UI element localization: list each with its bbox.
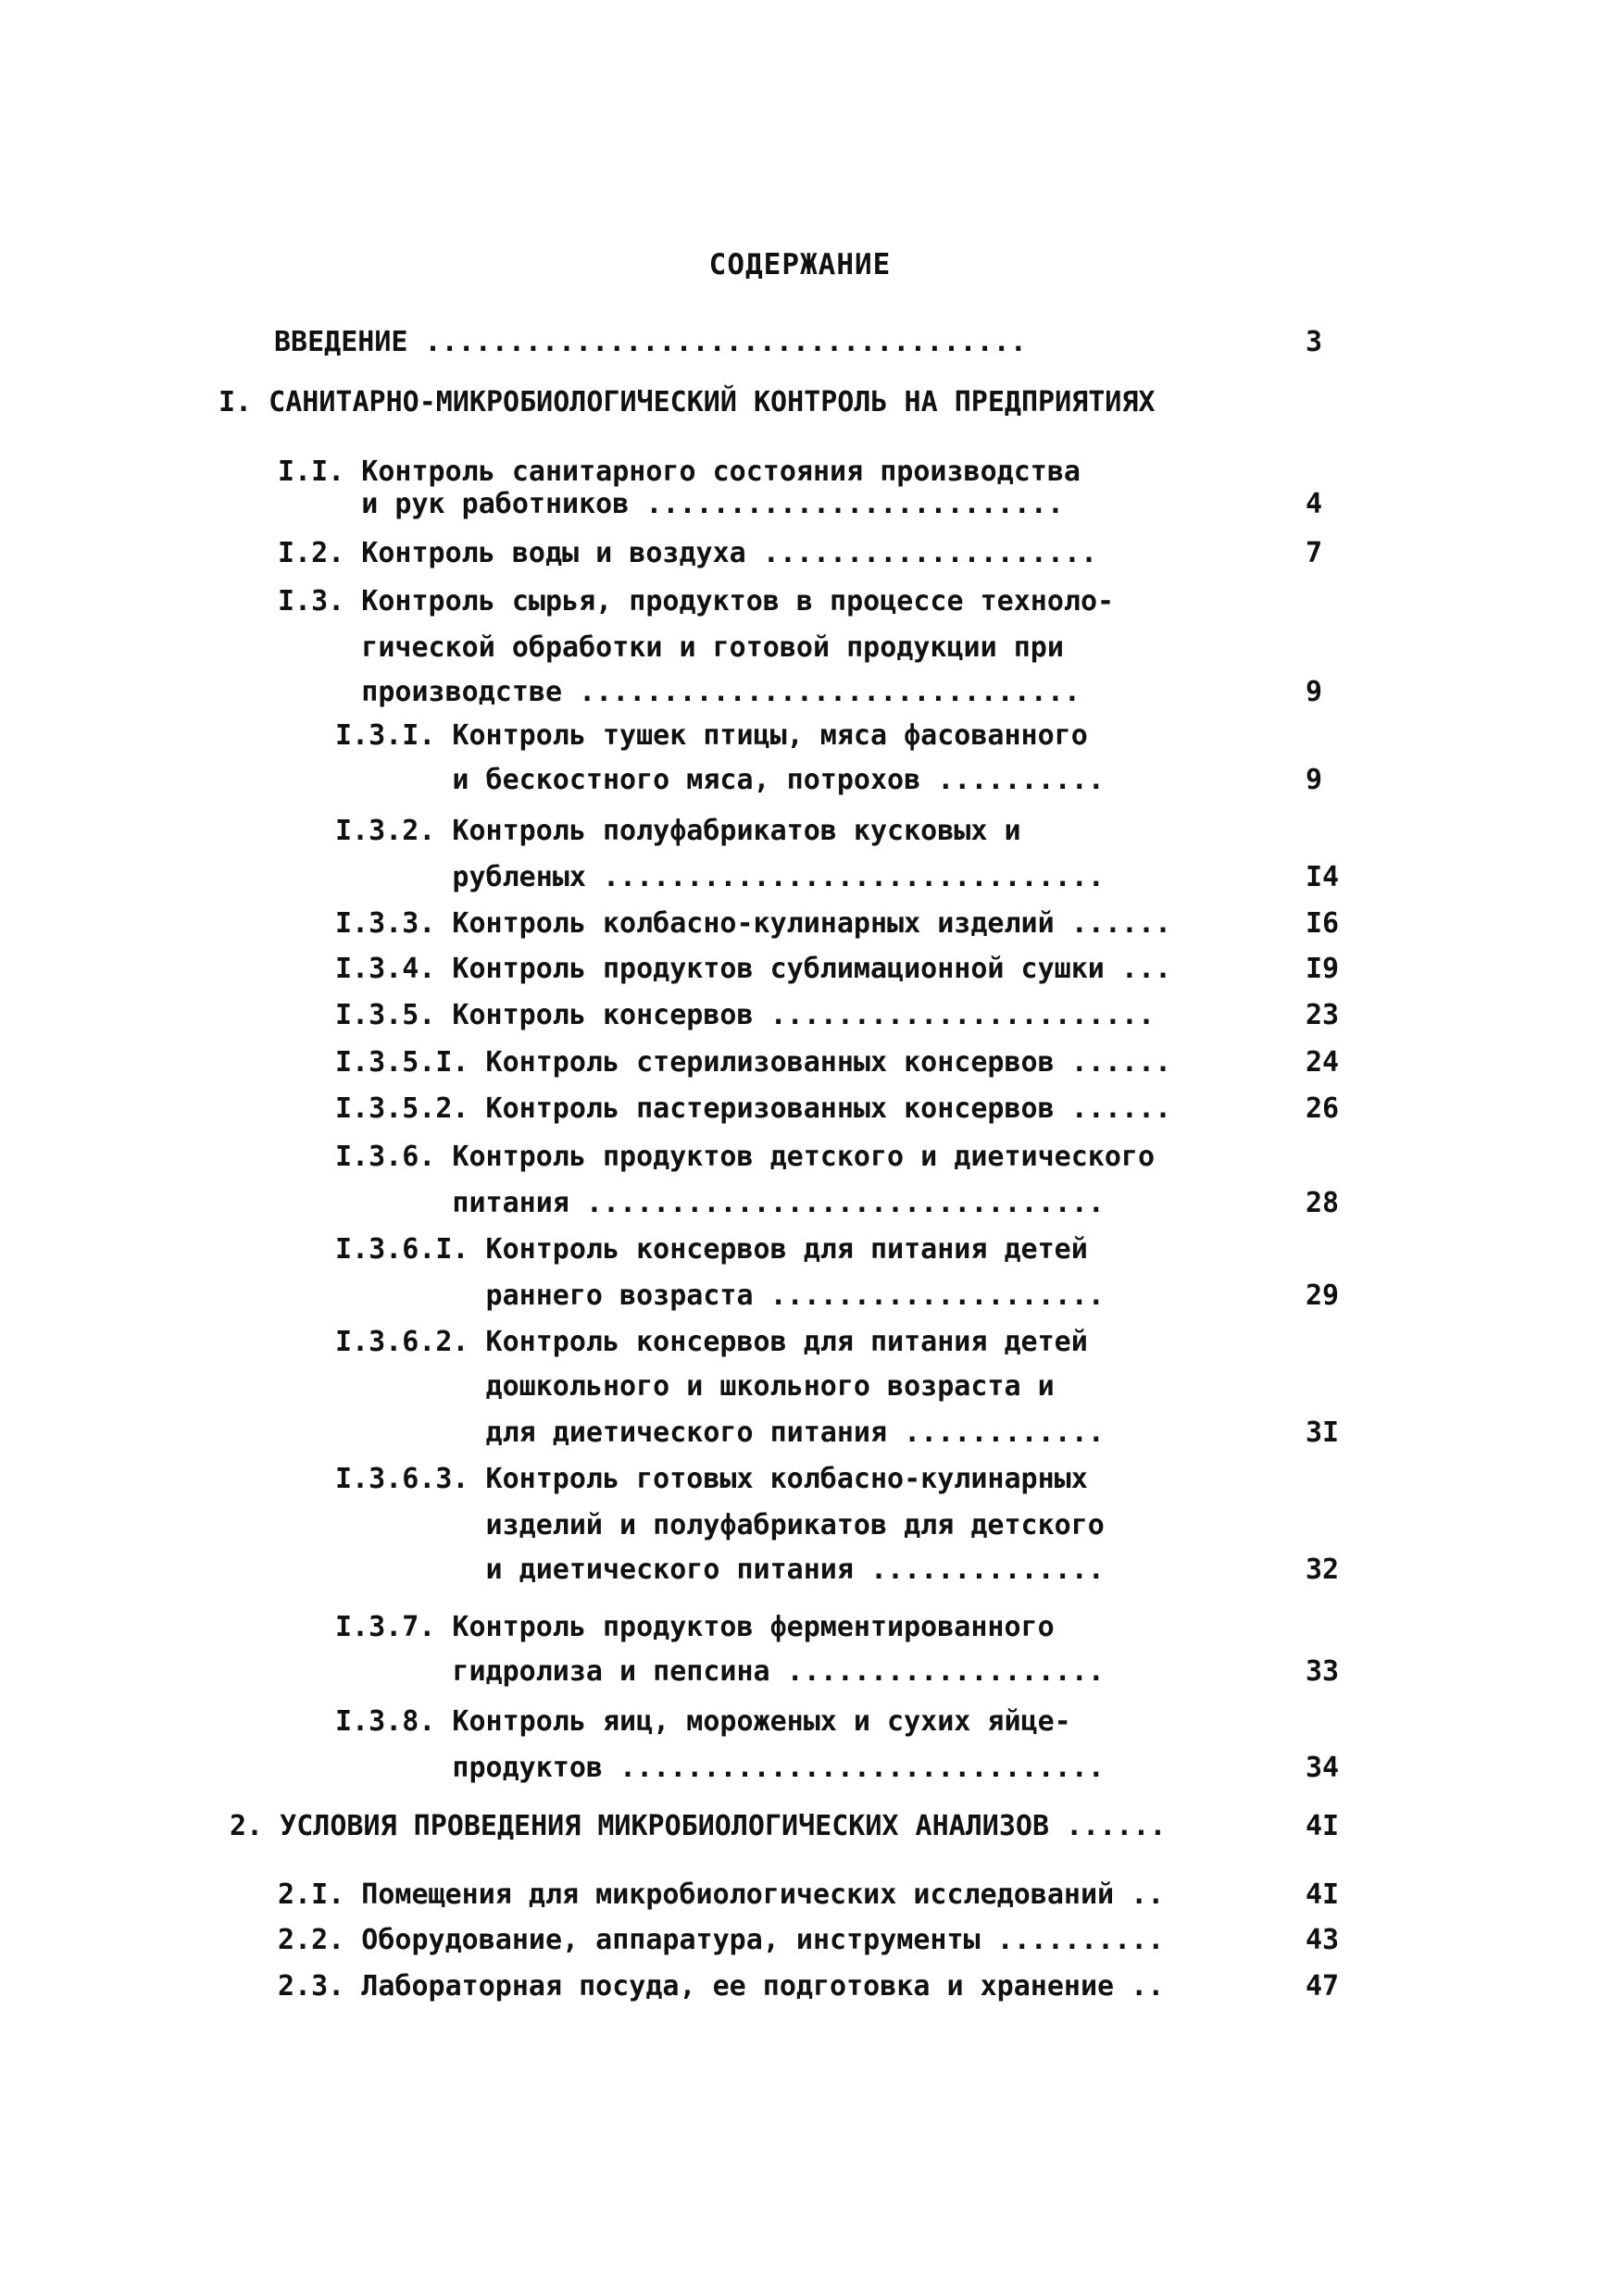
toc-entry-page: 3 xyxy=(1306,326,1323,358)
toc-entry-page: I4 xyxy=(1306,861,1340,893)
toc-entry-text: гической обработки и готовой продукции при xyxy=(278,631,1064,664)
toc-entry-text: 2.2. Оборудование, аппаратура, инструменты .......... xyxy=(278,1924,1165,1956)
toc-entry-page: 23 xyxy=(1306,999,1340,1031)
toc-entry-text: и рук работников ......................... xyxy=(278,488,1064,520)
toc-entry-text: питания ............................... xyxy=(335,1187,1105,1219)
toc-entry-text: раннего возраста .................... xyxy=(335,1279,1105,1312)
toc-entry-text: гидролиза и пепсина ................... xyxy=(335,1655,1105,1688)
toc-entry-page: 7 xyxy=(1306,537,1323,569)
toc-entry-page: 43 xyxy=(1306,1924,1340,1956)
toc-entry-text: I.3.6. Контроль продуктов детского и диетического xyxy=(335,1141,1156,1173)
toc-entry-page: 4I xyxy=(1306,1810,1340,1842)
toc-entry-page: 33 xyxy=(1306,1655,1340,1688)
toc-entry-text: I.3.5.I. Контроль стерилизованных консервов ...... xyxy=(335,1046,1172,1079)
page-title: СОДЕРЖАНИЕ xyxy=(708,248,892,281)
toc-entry-page: 28 xyxy=(1306,1187,1340,1219)
toc-entry-text: I.I. Контроль санитарного состояния производства xyxy=(278,455,1081,488)
toc-entry-page: 9 xyxy=(1306,676,1323,708)
toc-entry-text: ВВЕДЕНИЕ .................................... xyxy=(274,326,1027,358)
toc-entry-page: 24 xyxy=(1306,1046,1340,1079)
toc-entry-page: 3I xyxy=(1306,1416,1340,1449)
toc-entry-text: и диетического питания .............. xyxy=(335,1554,1105,1586)
toc-entry-page: 47 xyxy=(1306,1970,1340,2003)
toc-entry-page: 32 xyxy=(1306,1554,1340,1586)
toc-entry-text: 2.3. Лабораторная посуда, ее подготовка и хранение .. xyxy=(278,1970,1165,2003)
toc-entry-page: 4 xyxy=(1306,488,1323,520)
toc-entry-text: I.3.6.3. Контроль готовых колбасно-кулинарных xyxy=(335,1463,1088,1495)
toc-entry-text: I.3.5.2. Контроль пастеризованных консервов ...... xyxy=(335,1092,1172,1125)
toc-entry-page: 34 xyxy=(1306,1752,1340,1784)
toc-entry-text: I.3.8. Контроль яиц, мороженых и сухих яйце- xyxy=(335,1705,1071,1738)
toc-entry-text: I.3.5. Контроль консервов ....................... xyxy=(335,999,1156,1031)
toc-entry-text: дошкольного и школьного возраста и xyxy=(335,1370,1055,1403)
toc-entry-text: I.3.6.2. Контроль консервов для питания детей xyxy=(335,1326,1088,1358)
toc-entry-text: I.3.4. Контроль продуктов сублимационной сушки ... xyxy=(335,953,1172,985)
toc-entry-text: I.3.7. Контроль продуктов ферментированного xyxy=(335,1611,1055,1643)
toc-entry-text: 2. УСЛОВИЯ ПРОВЕДЕНИЯ МИКРОБИОЛОГИЧЕСКИХ АНАЛИЗОВ ...... xyxy=(230,1810,1167,1842)
toc-entry-text: I.3.6.I. Контроль консервов для питания детей xyxy=(335,1233,1088,1266)
toc-entry-page: I9 xyxy=(1306,953,1340,985)
toc-entry-text: изделий и полуфабрикатов для детского xyxy=(335,1509,1105,1541)
toc-entry-text: I.3.2. Контроль полуфабрикатов кусковых и xyxy=(335,815,1021,847)
toc-entry-text: для диетического питания ............ xyxy=(335,1416,1105,1449)
toc-entry-page: 9 xyxy=(1306,764,1323,796)
toc-entry-text: рубленых .............................. xyxy=(335,861,1105,893)
toc-entry-text: I.3.3. Контроль колбасно-кулинарных изделий ...... xyxy=(335,907,1172,940)
toc-entry-text: и бескостного мяса, потрохов .......... xyxy=(335,764,1105,796)
toc-entry-text: I.3. Контроль сырья, продуктов в процессе техноло- xyxy=(278,585,1115,618)
toc-entry-text: производстве .............................. xyxy=(278,676,1081,708)
toc-entry-text: I.3.I. Контроль тушек птицы, мяса фасованного xyxy=(335,719,1088,752)
toc-entry-page: I6 xyxy=(1306,907,1340,940)
toc-entry-text: 2.I. Помещения для микробиологических исследований .. xyxy=(278,1878,1165,1911)
toc-entry-page: 26 xyxy=(1306,1092,1340,1125)
toc-entry-text: I.2. Контроль воды и воздуха .................... xyxy=(278,537,1098,569)
toc-entry-page: 4I xyxy=(1306,1878,1340,1911)
toc-entry-text: продуктов ............................. xyxy=(335,1752,1105,1784)
toc-entry-text: I. САНИТАРНО-МИКРОБИОЛОГИЧЕСКИЙ КОНТРОЛЬ НА ПРЕДПРИЯТИЯХ xyxy=(219,386,1156,418)
toc-entry-page: 29 xyxy=(1306,1279,1340,1312)
